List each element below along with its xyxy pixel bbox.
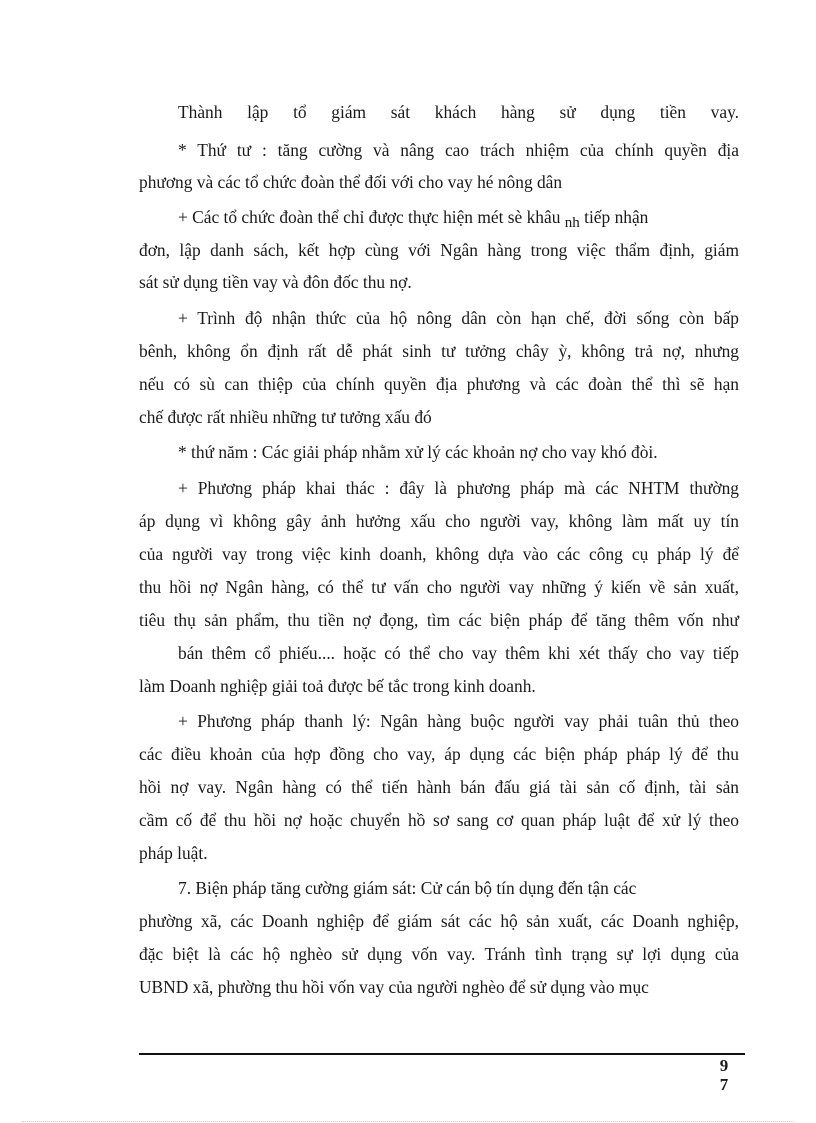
body-text-line: cầm cố để thu hồi nợ hoặc chuyển hồ sơ sang cơ quan pháp luật để xử lý theo bbox=[139, 810, 739, 830]
body-text-line: + Trình độ nhận thức của hộ nông dân còn hạn chế, đời sống còn bấp bbox=[178, 308, 739, 328]
body-text-line: thu hồi nợ Ngân hàng, có thể tư vấn cho người vay những ý kiến về sản xuất, bbox=[139, 577, 739, 597]
body-text-line: + Phương pháp thanh lý: Ngân hàng buộc người vay phải tuân thủ theo bbox=[178, 711, 739, 731]
body-text-line: nếu có sù can thiệp của chính quyền địa phương và các đoàn thể thì sẽ hạn bbox=[139, 374, 739, 394]
body-text-line: phường xã, các Doanh nghiệp để giám sát các hộ sản xuất, các Doanh nghiệp, bbox=[139, 911, 739, 931]
body-text-line: tiêu thụ sản phẩm, thu tiền nợ đọng, tìm các biện pháp để tăng thêm vốn như bbox=[139, 610, 739, 630]
body-text-line: bênh, không ổn định rất dễ phát sinh tư tưởng chây ỳ, không trả nợ, nhưng bbox=[139, 341, 739, 361]
body-text-line: đơn, lập danh sách, kết hợp cùng với Ngân hàng trong việc thẩm định, giám bbox=[139, 240, 739, 260]
subscript-fragment: nh bbox=[564, 215, 580, 231]
body-text-line: Thành lập tổ giám sát khách hàng sử dụng tiền vay. bbox=[178, 102, 739, 122]
body-text-line: phương và các tổ chức đoàn thể đối với cho vay hé nông dân bbox=[139, 172, 563, 192]
body-text-line: * thứ năm : Các giải pháp nhằm xử lý các khoản nợ cho vay khó đòi. bbox=[178, 442, 658, 462]
page-number bbox=[712, 1056, 736, 1094]
body-text-line: + Phương pháp khai thác : đây là phương pháp mà các NHTM thường bbox=[178, 478, 739, 498]
body-text-line: hồi nợ vay. Ngân hàng có thể tiến hành bán đấu giá tài sản cố định, tài sản bbox=[139, 777, 739, 797]
body-text-line: các điều khoản của hợp đồng cho vay, áp dụng các biện pháp pháp lý để thu bbox=[139, 744, 739, 764]
body-text-line: UBND xã, phường thu hồi vốn vay của người nghèo để sử dụng vào mục bbox=[139, 977, 649, 997]
body-text-line: 7. Biện pháp tăng cường giám sát: Cử cán bộ tín dụng đến tận các bbox=[178, 878, 637, 898]
body-text-line: đặc biệt là các hộ nghèo sử dụng vốn vay. Tránh tình trạng sự lợi dụng của bbox=[139, 944, 739, 964]
body-text-line: * Thứ tư : tăng cường và nâng cao trách nhiệm của chính quyền địa bbox=[178, 140, 739, 160]
body-text-fragment: tiếp nhận bbox=[584, 207, 649, 227]
body-text-fragment: + Các tổ chức đoàn thể chỉ được thực hiện mét sè khâu bbox=[178, 207, 561, 227]
page-number-digit: 9 bbox=[719, 1056, 729, 1075]
footer-rule bbox=[139, 1053, 745, 1055]
body-text-line: pháp luật. bbox=[139, 843, 208, 863]
body-text-line: làm Doanh nghiệp giải toả được bế tắc trong kinh doanh. bbox=[139, 676, 536, 696]
page-edge-divider bbox=[22, 1121, 794, 1122]
body-text-line: của người vay trong việc kinh doanh, không dựa vào các công cụ pháp lý để bbox=[139, 544, 739, 564]
page-number-digit: 7 bbox=[719, 1075, 729, 1094]
body-text-line: sát sử dụng tiền vay và đôn đốc thu nợ. bbox=[139, 272, 412, 292]
body-text-line: chế được rất nhiều những tư tưởng xấu đó bbox=[139, 407, 432, 427]
body-text-line: bán thêm cổ phiếu.... hoặc có thể cho vay thêm khi xét thấy cho vay tiếp bbox=[178, 643, 739, 663]
body-text-line bbox=[178, 206, 739, 230]
body-text-line: áp dụng vì không gây ảnh hưởng xấu cho người vay, không làm mất uy tín bbox=[139, 511, 739, 531]
